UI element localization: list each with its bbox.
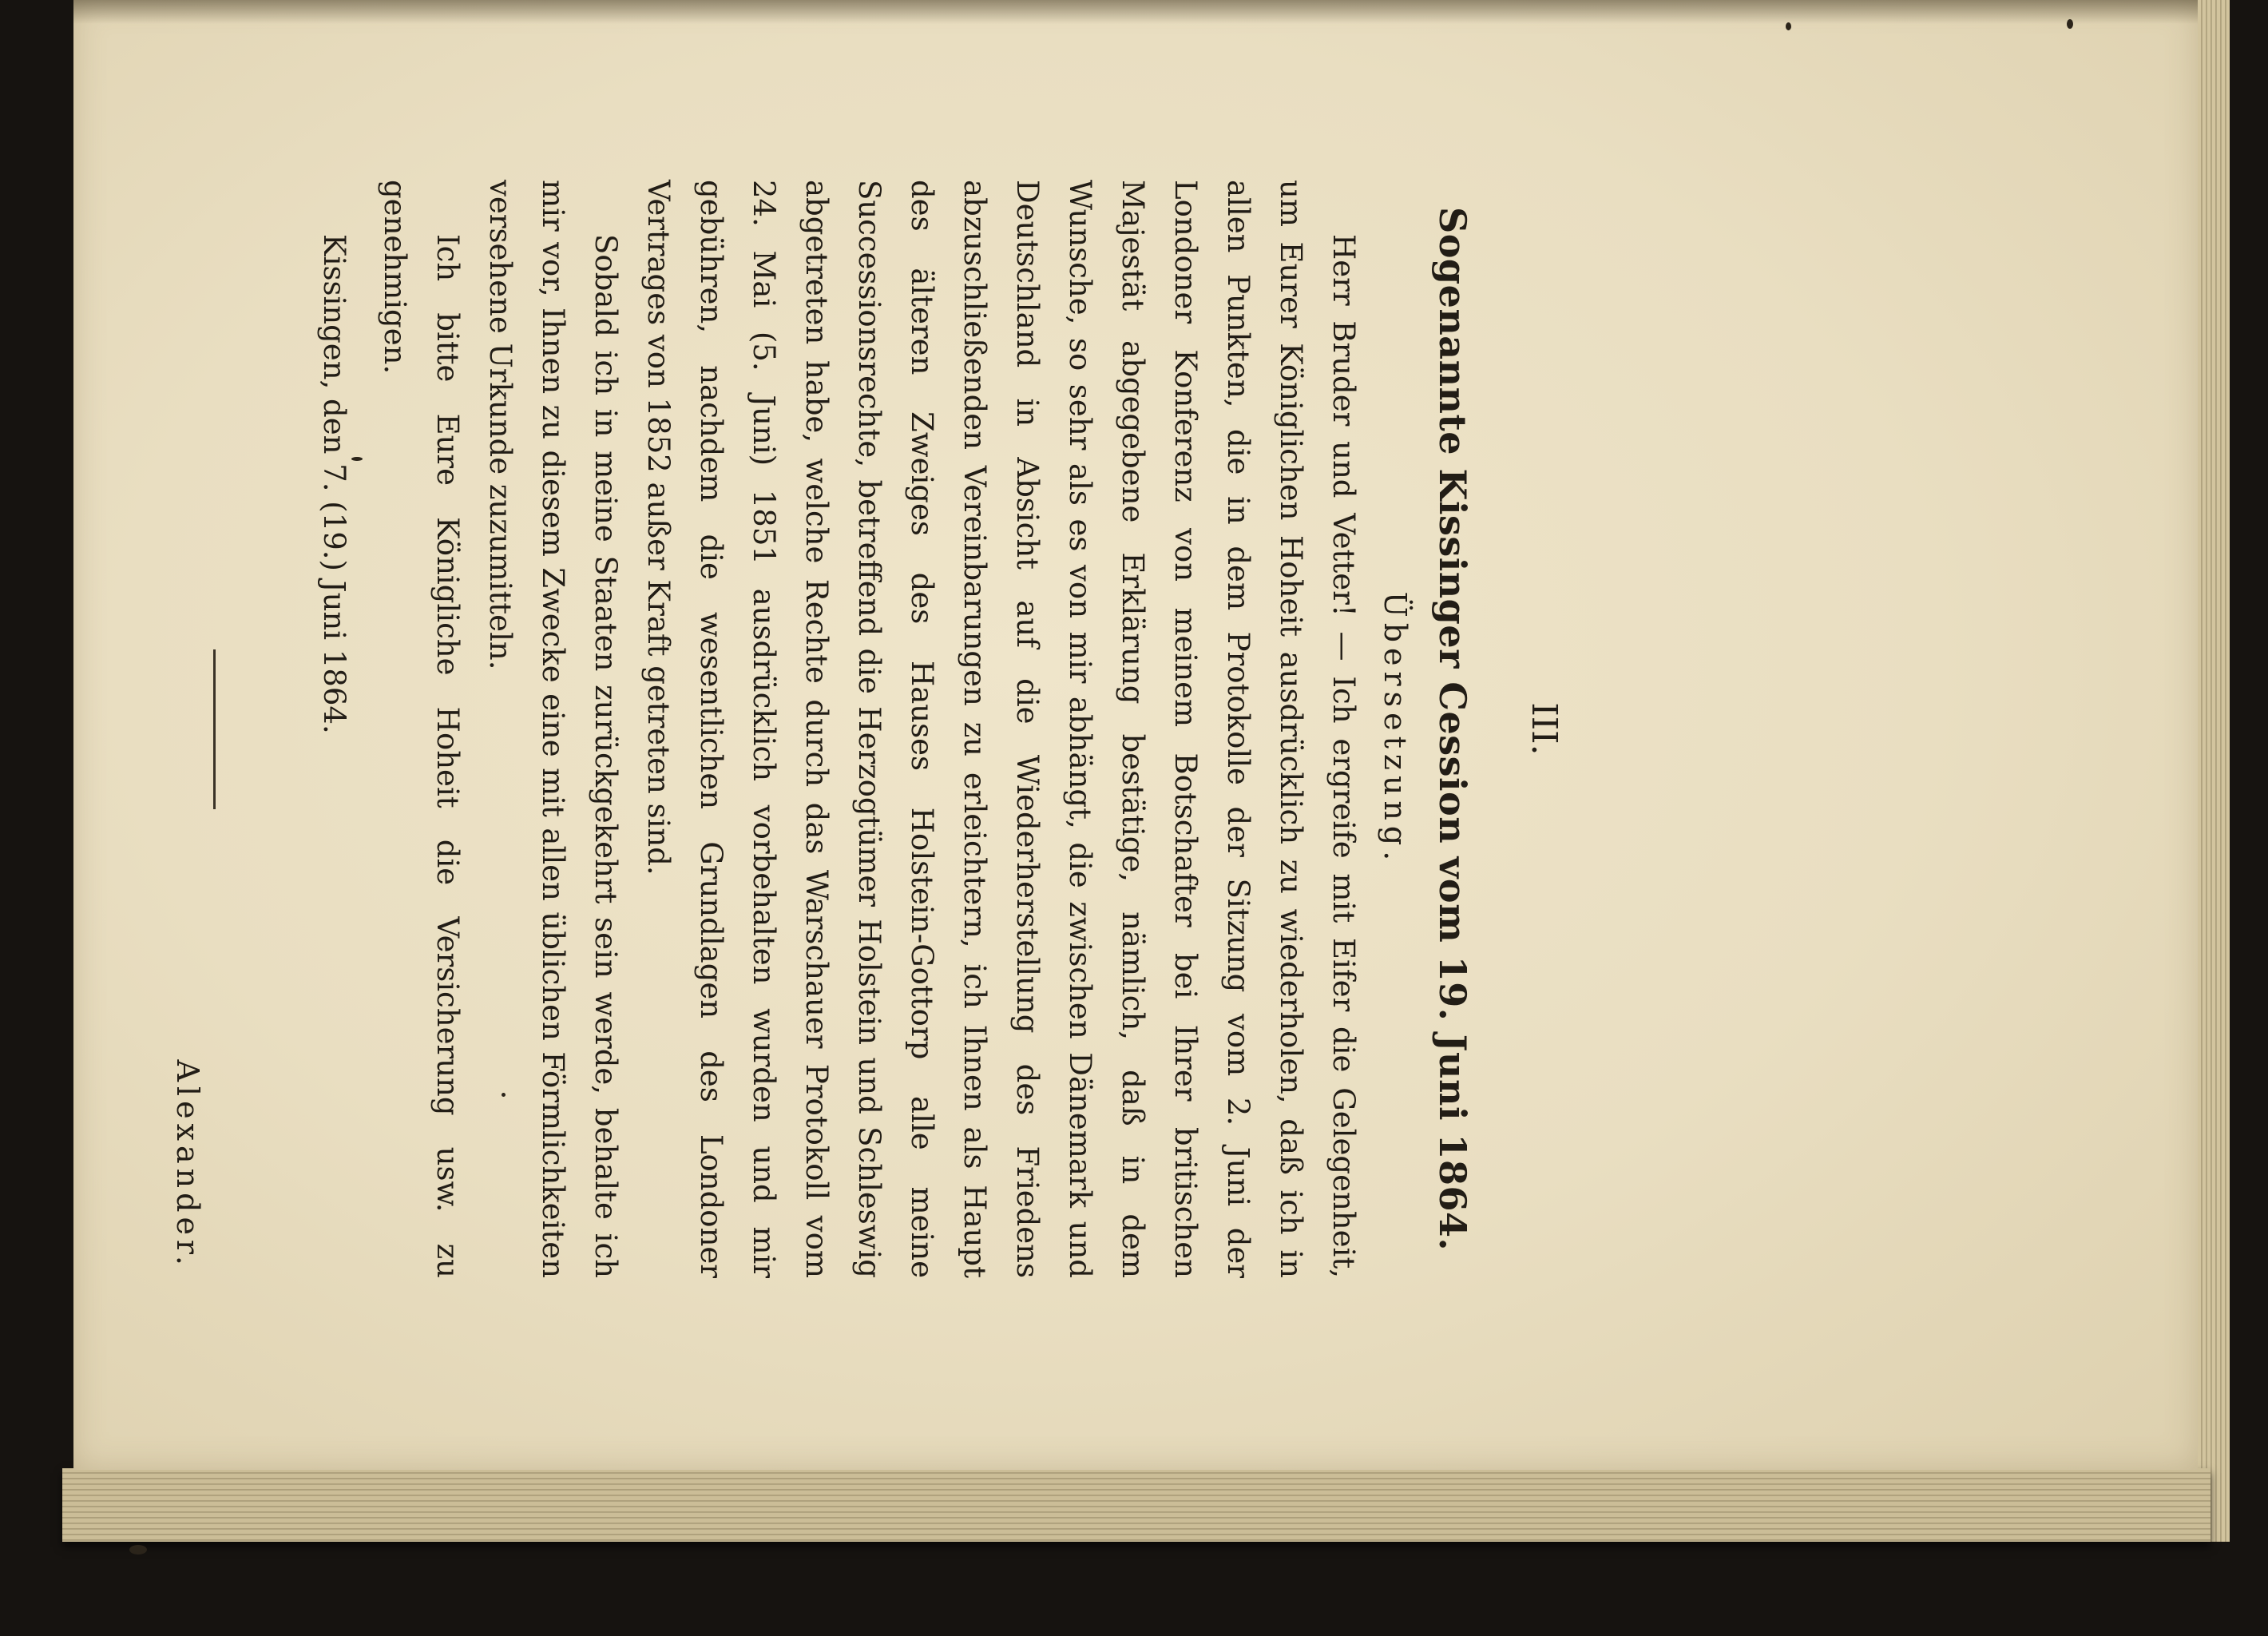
dust-speck [129, 1545, 147, 1555]
rotated-text-block [170, 0, 1617, 1438]
document-subtitle: Übersetzung. [1378, 591, 1413, 867]
document-body [170, 180, 1617, 1278]
section-number: III. [1524, 702, 1564, 756]
paragraph-2: Sobald ich in meine Staaten zurückgekehrt sein werde, behalte ich mir vor, Ihnen zu diesem Zwecke eine mit allen üblichen Förmlichkeiten versehene Urkunde zuzumitteln. [483, 180, 623, 1278]
page-stack-bottom-edge [62, 1468, 2211, 1542]
dust-speck [1786, 22, 1791, 30]
dust-speck [2067, 19, 2073, 29]
signature: Alexander. [170, 1059, 205, 1270]
paragraph-1: Herr Bruder und Vetter! — Ich ergreife mit Eifer die Gelegenheit, um Eurer Königlichen Hoheit ausdrücklich zu wiederholen, daß ich in allen Punkten, die in dem Protokolle der Sitzung vom 2. Juni der Londoner Konferenz von meinem Botschafter bei Ihrer britischen Majestät abgegebene Erklärung bestätige, nämlich, daß in dem Wunsche, so sehr als es von mir abhängt, die zwischen Dänemark und Deutschland in Absicht auf die Wiederherstellung des Friedens abzuschließenden Vereinbarungen zu erleichtern, ich Ihnen als Haupt des älteren Zweiges des Hauses Holstein-Gottorp alle meine Successionsrechte, betreffend die Herzogtümer Holstein und Schleswig abgetreten habe, welche Rechte durch das Warschauer Protokoll vom 24. Mai (5. Juni) 1851 ausdrücklich vorbehalten wurden und mir gebühren, nachdem die wesentlichen Grundlagen des Londoner Vertrages von 1852 außer Kraft getreten sind. [641, 180, 1361, 1278]
horizontal-rule [213, 649, 216, 809]
date-line: Kissingen, den 7. (19.) Juni 1864. [317, 234, 351, 734]
paragraph-3: Ich bitte Eure Königliche Hoheit die Versicherung usw. zu genehmigen. [378, 180, 465, 1278]
document-title: Sogenannte Kissinger Cession vom 19. Juni 1864. [1431, 207, 1474, 1251]
